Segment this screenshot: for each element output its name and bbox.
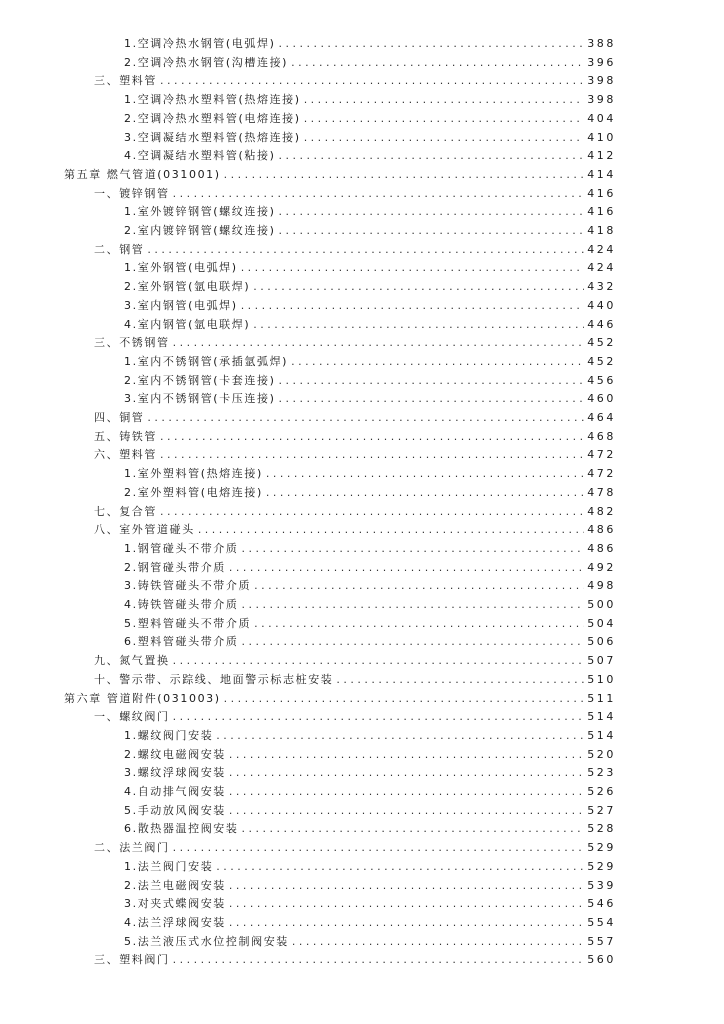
- toc-entry-item: [124, 390, 616, 408]
- toc-entry-page: 539: [587, 878, 616, 892]
- toc-entry-item: [124, 54, 616, 72]
- toc-entry-item: [124, 933, 616, 951]
- dot-leader: [216, 858, 584, 876]
- dot-leader: [198, 521, 584, 539]
- toc-entry-section: [94, 521, 616, 539]
- dot-leader: [292, 933, 584, 951]
- toc-entry-title: 一、镀锌钢管: [94, 186, 170, 200]
- toc-entry-title: 七、复合管: [94, 504, 157, 518]
- toc-entry-title: 4.自动排气阀安装: [124, 785, 226, 798]
- toc-entry-page: 424: [587, 242, 616, 256]
- toc-entry-item: [124, 764, 616, 782]
- toc-entry-page: 416: [587, 205, 616, 219]
- toc-entry-page: 446: [587, 317, 616, 331]
- dot-leader: [242, 540, 585, 558]
- dot-leader: [224, 166, 585, 184]
- toc-entry-title: 六、塑料管: [94, 448, 157, 462]
- toc-entry-title: 三、塑料管: [94, 74, 157, 88]
- toc-entry-title: 三、塑料阀门: [94, 953, 170, 967]
- toc-entry-item: [124, 577, 616, 595]
- toc-entry-page: 440: [587, 298, 616, 312]
- toc-entry-title: 2.法兰电磁阀安装: [124, 878, 226, 892]
- toc-entry-page: 456: [587, 373, 616, 387]
- dot-leader: [278, 390, 584, 408]
- toc-entry-page: 514: [587, 728, 616, 742]
- toc-entry-title: 三、不锈钢管: [94, 336, 170, 350]
- toc-entry-title: 一、螺纹阀门: [94, 710, 170, 724]
- toc-entry-chapter: [64, 166, 616, 184]
- toc-entry-item: [124, 353, 616, 371]
- dot-leader: [173, 652, 585, 670]
- toc-entry-title: 1.空调冷热水钢管(电弧焊): [124, 37, 276, 50]
- toc-entry-page: 486: [587, 523, 616, 537]
- toc-entry-title: 2.室外塑料管(电熔连接): [124, 485, 263, 499]
- dot-leader: [160, 446, 584, 464]
- toc-entry-page: 468: [587, 429, 616, 443]
- dot-leader: [278, 35, 584, 53]
- dot-leader: [160, 428, 584, 446]
- dot-leader: [229, 746, 584, 764]
- toc-entry-page: 511: [587, 691, 616, 705]
- toc-entry-title: 2.螺纹电磁阀安装: [124, 747, 226, 761]
- toc-entry-page: 482: [587, 504, 616, 518]
- toc-entry-item: [124, 35, 616, 53]
- toc-entry-page: 506: [587, 635, 616, 649]
- dot-leader: [266, 484, 584, 502]
- dot-leader: [254, 615, 584, 633]
- toc-entry-item: [124, 727, 616, 745]
- toc-entry-page: 424: [587, 261, 616, 275]
- dot-leader: [229, 914, 584, 932]
- dot-leader: [241, 259, 585, 277]
- toc-entry-item: [124, 316, 616, 334]
- toc-entry-page: 520: [587, 747, 616, 761]
- toc-entry-page: 526: [587, 785, 616, 798]
- toc-entry-item: [124, 540, 616, 558]
- toc-entry-title: 1.室外钢管(电弧焊): [124, 261, 238, 275]
- dot-leader: [278, 147, 584, 165]
- toc-entry-page: 472: [587, 467, 616, 481]
- toc-entry-item: [124, 596, 616, 614]
- dot-leader: [278, 203, 584, 221]
- toc-entry-item: [124, 615, 616, 633]
- toc-entry-page: 460: [587, 392, 616, 406]
- dot-leader: [241, 297, 585, 315]
- toc-entry-item: [124, 278, 616, 296]
- dot-leader: [147, 409, 584, 427]
- dot-leader: [173, 839, 585, 857]
- toc-entry-item: [124, 129, 616, 147]
- toc-entry-item: [124, 259, 616, 277]
- toc-entry-page: 452: [587, 354, 616, 368]
- dot-leader: [304, 91, 585, 109]
- toc-entry-page: 404: [587, 111, 616, 125]
- toc-entry-title: 1.室外镀锌钢管(螺纹连接): [124, 205, 276, 219]
- toc-entry-page: 523: [587, 766, 616, 780]
- toc-entry-title: 第五章 燃气管道(031001): [64, 167, 221, 181]
- toc-entry-title: 3.室内不锈钢管(卡压连接): [124, 392, 276, 406]
- dot-leader: [229, 783, 584, 801]
- toc-entry-chapter: [64, 690, 616, 708]
- toc-entry-title: 十、警示带、示踪线、地面警示标志桩安装: [94, 672, 334, 686]
- dot-leader: [242, 820, 585, 838]
- toc-entry-title: 4.铸铁管碰头带介质: [124, 598, 239, 611]
- toc-entry-page: 500: [587, 598, 616, 611]
- toc-entry-title: 九、氮气置换: [94, 654, 170, 668]
- toc-entry-page: 432: [587, 280, 616, 294]
- toc-entry-section: [94, 652, 616, 670]
- toc-entry-item: [124, 484, 616, 502]
- toc-entry-section: [94, 185, 616, 203]
- toc-entry-title: 八、室外管道碰头: [94, 523, 195, 537]
- dot-leader: [242, 633, 585, 651]
- toc-entry-page: 478: [587, 485, 616, 499]
- dot-leader: [278, 372, 584, 390]
- toc-entry-section: [94, 428, 616, 446]
- dot-leader: [229, 764, 584, 782]
- toc-entry-page: 398: [587, 93, 616, 107]
- dot-leader: [253, 278, 584, 296]
- toc-entry-item: [124, 91, 616, 109]
- toc-entry-section: [94, 446, 616, 464]
- toc-entry-page: 398: [587, 74, 616, 88]
- toc-entry-item: [124, 372, 616, 390]
- toc-entry-title: 3.铸铁管碰头不带介质: [124, 579, 252, 593]
- toc-entry-page: 486: [587, 541, 616, 555]
- toc-entry-section: [94, 409, 616, 427]
- toc-entry-page: 452: [587, 336, 616, 350]
- toc-entry-section: [94, 671, 616, 689]
- toc-entry-title: 2.钢管碰头带介质: [124, 560, 226, 574]
- toc-entry-page: 396: [587, 55, 616, 69]
- toc-entry-section: [94, 708, 616, 726]
- toc-entry-page: 464: [587, 411, 616, 424]
- toc-entry-page: 507: [587, 654, 616, 668]
- toc-entry-title: 1.螺纹阀门安装: [124, 728, 214, 742]
- toc-entry-item: [124, 633, 616, 651]
- toc-entry-item: [124, 802, 616, 820]
- toc-entry-page: 412: [587, 149, 616, 163]
- toc-entry-page: 510: [587, 672, 616, 686]
- toc-entry-page: 416: [587, 186, 616, 200]
- dot-leader: [304, 129, 585, 147]
- toc-entry-page: 498: [587, 579, 616, 593]
- toc-entry-title: 6.塑料管碰头带介质: [124, 635, 239, 649]
- toc-entry-title: 第六章 管道附件(031003): [64, 691, 221, 705]
- toc-entry-title: 1.钢管碰头不带介质: [124, 541, 239, 555]
- toc-entry-page: 560: [587, 953, 616, 967]
- toc-entry-title: 4.室内钢管(氩电联焊): [124, 317, 251, 331]
- toc-entry-page: 410: [587, 130, 616, 144]
- toc-entry-title: 二、钢管: [94, 242, 145, 256]
- toc-entry-item: [124, 895, 616, 913]
- toc-entry-title: 2.室内镀锌钢管(螺纹连接): [124, 224, 276, 237]
- toc-entry-page: 527: [587, 803, 616, 817]
- toc-entry-title: 2.室外钢管(氩电联焊): [124, 280, 251, 294]
- dot-leader: [304, 110, 585, 128]
- dot-leader: [242, 596, 585, 614]
- dot-leader: [173, 951, 585, 969]
- dot-leader: [160, 72, 584, 90]
- toc-entry-section: [94, 503, 616, 521]
- toc-entry-title: 3.对夹式蝶阀安装: [124, 897, 226, 911]
- dot-leader: [173, 185, 585, 203]
- toc-entry-item: [124, 746, 616, 764]
- toc-entry-title: 2.室内不锈钢管(卡套连接): [124, 373, 276, 387]
- toc-entry-item: [124, 914, 616, 932]
- toc-entry-page: 504: [587, 616, 616, 630]
- toc-entry-page: 529: [587, 841, 616, 855]
- dot-leader: [266, 465, 584, 483]
- dot-leader: [253, 316, 584, 334]
- toc-entry-page: 557: [587, 934, 616, 948]
- dot-leader: [216, 727, 584, 745]
- toc-entry-section: [94, 839, 616, 857]
- toc-entry-title: 3.室内钢管(电弧焊): [124, 298, 238, 312]
- toc-entry-item: [124, 783, 616, 801]
- toc-entry-title: 1.空调冷热水塑料管(热熔连接): [124, 93, 301, 107]
- toc-entry-item: [124, 465, 616, 483]
- toc-entry-title: 3.空调凝结水塑料管(热熔连接): [124, 130, 301, 144]
- toc-entry-section: [94, 72, 616, 90]
- toc-entry-item: [124, 297, 616, 315]
- toc-entry-page: 414: [587, 167, 616, 181]
- toc-entry-item: [124, 877, 616, 895]
- toc-entry-item: [124, 110, 616, 128]
- toc-entry-title: 1.室内不锈钢管(承插氩弧焊): [124, 354, 289, 368]
- toc-entry-item: [124, 858, 616, 876]
- toc-entry-page: 529: [587, 859, 616, 873]
- toc-entry-page: 418: [587, 224, 616, 237]
- dot-leader: [229, 895, 584, 913]
- toc-entry-title: 4.空调凝结水塑料管(粘接): [124, 149, 276, 163]
- toc-entry-title: 4.法兰浮球阀安装: [124, 915, 226, 929]
- dot-leader: [173, 334, 585, 352]
- dot-leader: [278, 222, 584, 240]
- toc-entry-item: [124, 203, 616, 221]
- dot-leader: [291, 353, 584, 371]
- toc-entry-title: 5.法兰液压式水位控制阀安装: [124, 934, 289, 948]
- dot-leader: [254, 577, 584, 595]
- toc-entry-item: [124, 147, 616, 165]
- toc-entry-title: 2.空调冷热水塑料管(电熔连接): [124, 111, 301, 125]
- dot-leader: [229, 802, 584, 820]
- toc-entry-page: 528: [587, 822, 616, 836]
- toc-entry-page: 514: [587, 710, 616, 724]
- toc-entry-title: 6.散热器温控阀安装: [124, 822, 239, 836]
- dot-leader: [229, 559, 584, 577]
- toc-entry-page: 554: [587, 915, 616, 929]
- toc-entry-page: 546: [587, 897, 616, 911]
- toc-entry-section: [94, 334, 616, 352]
- toc-entry-title: 2.空调冷热水钢管(沟槽连接): [124, 55, 289, 69]
- toc-entry-title: 1.法兰阀门安装: [124, 859, 214, 873]
- dot-leader: [160, 503, 584, 521]
- toc-entry-section: [94, 951, 616, 969]
- dot-leader: [229, 877, 584, 895]
- toc-entry-title: 四、铜管: [94, 411, 145, 424]
- dot-leader: [224, 690, 585, 708]
- toc-entry-title: 二、法兰阀门: [94, 841, 170, 855]
- toc-entry-title: 五、铸铁管: [94, 429, 157, 443]
- toc-entry-item: [124, 222, 616, 240]
- toc-entry-section: [94, 241, 616, 259]
- toc-entry-item: [124, 559, 616, 577]
- toc-entry-page: 388: [587, 37, 616, 50]
- toc-entry-page: 492: [587, 560, 616, 574]
- toc-entry-item: [124, 820, 616, 838]
- toc-entry-title: 5.手动放风阀安装: [124, 803, 226, 817]
- dot-leader: [147, 241, 584, 259]
- toc-entry-title: 3.螺纹浮球阀安装: [124, 766, 226, 780]
- toc-entry-title: 5.塑料管碰头不带介质: [124, 616, 252, 630]
- dot-leader: [291, 54, 584, 72]
- dot-leader: [173, 708, 585, 726]
- toc-entry-page: 472: [587, 448, 616, 462]
- toc-entry-title: 1.室外塑料管(热熔连接): [124, 467, 263, 481]
- dot-leader: [336, 671, 584, 689]
